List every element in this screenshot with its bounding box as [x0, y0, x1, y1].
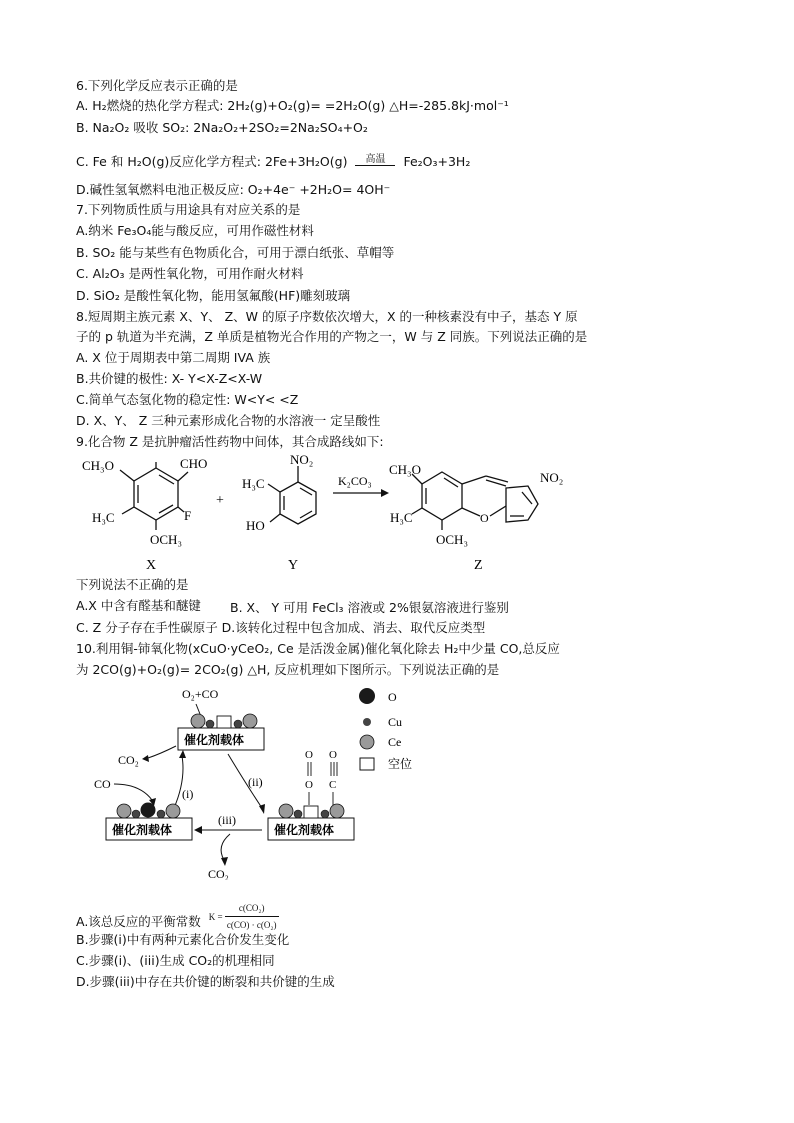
- legend-cu-label: Cu: [388, 715, 403, 729]
- o2co-label: O₂+CO: [182, 687, 219, 701]
- reaction-arrowhead: [381, 489, 389, 497]
- co-label: CO: [94, 777, 111, 791]
- legend-o-label: O: [388, 690, 397, 704]
- x-cho-label: CHO: [180, 456, 208, 471]
- adsorbed-o-top: O: [305, 749, 313, 761]
- adsorbed-co-c: C: [329, 779, 337, 791]
- q9-stem: 9.化合物 Z 是抗肿瘤活性药物中间体，其合成路线如下:: [76, 434, 384, 449]
- q6-option-b: B. Na₂O₂ 吸收 SO₂: 2Na₂O₂+2SO₂=2Na₂SO₄+O₂: [76, 120, 368, 135]
- q8-stem-line1: 8.短周期主族元素 X、Y、 Z、W 的原子序数依次增大，X 的一种核素没有中子，基态 Y 原: [76, 309, 578, 324]
- cu-atom: [132, 810, 140, 818]
- formula-k: K =: [208, 911, 223, 922]
- mechanism-diagram: [90, 684, 430, 880]
- x-f-label: F: [184, 508, 192, 523]
- formula-numerator: c(CO₂): [225, 900, 279, 917]
- reagent-label: K₂CO₃: [338, 474, 372, 488]
- z-no2-label: NO₂: [540, 470, 564, 485]
- q7-stem: 7.下列物质性质与用途具有对应关系的是: [76, 202, 301, 217]
- y-ho-label: HO: [246, 518, 265, 533]
- ce-atom: [166, 804, 180, 818]
- co2-release-arrowhead: [142, 755, 149, 762]
- vacancy-site: [304, 806, 318, 818]
- q9-lead: 下列说法不正确的是: [76, 577, 189, 592]
- z-och3-label: OCH₃: [436, 532, 468, 547]
- reaction-condition-text: 高温: [365, 154, 386, 165]
- cu-atom: [206, 720, 214, 728]
- step-iii-label: (iii): [218, 813, 236, 827]
- x-h3c-label: H₃C: [92, 510, 115, 525]
- q10-stem-line1: 10.利用铜-铈氧化物(xCuO·yCeO₂, Ce 是活泼金属)催化氧化除去 H₂中少量 CO,总反应: [76, 641, 560, 656]
- legend-cu-symbol: [363, 718, 371, 726]
- q10-stem-line2: 为 2CO(g)+O₂(g)= 2CO₂(g) △H, 反应机理如下图所示。下列说法正确的是: [76, 662, 500, 677]
- ce-atom: [191, 714, 205, 728]
- molecule-z: [412, 472, 538, 530]
- o-atom: [141, 803, 156, 818]
- synthesis-scheme: [76, 452, 576, 574]
- cu-atom: [157, 810, 165, 818]
- q10-option-a-prefix: A.该总反应的平衡常数: [76, 914, 201, 929]
- z-molecule-label: Z: [474, 558, 483, 573]
- co2-release-arrow: [148, 746, 176, 758]
- ce-atom: [330, 804, 344, 818]
- x-ch3o-label: CH₃O: [82, 458, 114, 473]
- q8-option-c: C.简单气态氢化物的稳定性: W<Y< <Z: [76, 392, 299, 407]
- cu-atom: [321, 810, 329, 818]
- q10-option-d: D.步骤(iii)中存在共价键的断裂和共价键的生成: [76, 974, 335, 989]
- q7-option-d: D. SiO₂ 是酸性氧化物，能用氢氟酸(HF)雕刻玻璃: [76, 288, 351, 303]
- ce-atom: [243, 714, 257, 728]
- equilibrium-constant-formula: [209, 900, 279, 933]
- plus-sign: +: [216, 493, 224, 508]
- legend-vacancy-symbol: [360, 758, 374, 770]
- q7-option-c: C. Al₂O₃ 是两性氧化物，可用作耐火材料: [76, 266, 304, 281]
- step-ii-label: (ii): [248, 775, 263, 789]
- ce-atom: [279, 804, 293, 818]
- cu-atom: [234, 720, 242, 728]
- co2-label-bottom: CO₂: [208, 867, 229, 880]
- step-i-arrowhead: [179, 750, 186, 758]
- catalyst-support-top-label: 催化剂载体: [184, 733, 245, 747]
- vacancy-site: [217, 716, 231, 728]
- q8-stem-line2: 子的 p 轨道为半充满，Z 单质是植物光合作用的产物之一，W 与 Z 同族。下列说法正确的是: [76, 329, 588, 344]
- molecule-x: [120, 462, 188, 530]
- step-i-label: (i): [182, 787, 194, 801]
- q7-option-b: B. SO₂ 能与某些有色物质化合，可用于漂白纸张、草帽等: [76, 245, 395, 260]
- co2-bottom-arrow: [221, 834, 230, 860]
- catalyst-support-left-label: 催化剂载体: [112, 823, 173, 837]
- y-molecule-label: Y: [288, 558, 299, 573]
- reaction-condition: [355, 154, 395, 166]
- co-input-arrow: [114, 784, 152, 800]
- o2co-stub: [196, 704, 200, 714]
- catalyst-support-right-label: 催化剂载体: [274, 823, 335, 837]
- co2-label-left: CO₂: [118, 753, 139, 767]
- q6-stem: 6.下列化学反应表示正确的是: [76, 78, 238, 93]
- formula-fraction: [225, 900, 279, 933]
- y-h3c-label: H₃C: [242, 476, 265, 491]
- legend-ce-label: Ce: [388, 735, 402, 749]
- q6-option-d: D.碱性氢氧燃料电池正极反应: O₂+4e⁻ +2H₂O= 4OH⁻: [76, 182, 391, 197]
- q6-option-c: [76, 154, 470, 170]
- q6-option-a: A. H₂燃烧的热化学方程式: 2H₂(g)+O₂(g)= =2H₂O(g) △H=-285.8kJ·mol⁻¹: [76, 98, 509, 113]
- q7-option-a: A.纳米 Fe₃O₄能与酸反应，可用作磁性材料: [76, 223, 314, 238]
- molecule-y: [268, 466, 316, 524]
- formula-denominator: c(CO) · c(O₂): [226, 920, 277, 930]
- q9-option-b: B. X、 Y 可用 FeCl₃ 溶液或 2%银氨溶液进行鉴别: [230, 600, 509, 615]
- z-ring-o-label: O: [480, 511, 489, 525]
- cu-atom: [294, 810, 302, 818]
- q10-option-c: C.步骤(i)、(iii)生成 CO₂的机理相同: [76, 953, 275, 968]
- q8-option-a: A. X 位于周期表中第二周期 IVA 族: [76, 350, 271, 365]
- x-och3-label: OCH₃: [150, 532, 182, 547]
- co2-bottom-arrowhead: [221, 857, 228, 866]
- q9-option-a: A.X 中含有醛基和醚键: [76, 598, 201, 613]
- ce-atom: [117, 804, 131, 818]
- legend-vacancy-label: 空位: [388, 757, 413, 771]
- q6-option-c-suffix: Fe₂O₃+3H₂: [403, 154, 471, 169]
- q8-option-b: B.共价键的极性: X- Y<X-Z<X-W: [76, 371, 263, 386]
- legend-ce-symbol: [360, 735, 374, 749]
- z-h3c-label: H₃C: [390, 510, 413, 525]
- q6-option-c-prefix: C. Fe 和 H₂O(g)反应化学方程式: 2Fe+3H₂O(g): [76, 154, 348, 169]
- q10-option-b: B.步骤(i)中有两种元素化合价发生变化: [76, 932, 290, 947]
- q9-option-c: C. Z 分子存在手性碳原子 D.该转化过程中包含加成、消去、取代反应类型: [76, 620, 486, 635]
- q8-option-d: D. X、Y、 Z 三种元素形成化合物的水溶液一 定呈酸性: [76, 413, 381, 428]
- z-ch3o-label: CH₃O: [389, 462, 421, 477]
- legend-o-symbol: [359, 688, 375, 704]
- y-no2-label: NO₂: [290, 452, 314, 467]
- step-iii-arrowhead: [194, 826, 202, 834]
- x-molecule-label: X: [146, 558, 157, 573]
- adsorbed-co-o: O: [329, 749, 337, 761]
- adsorbed-o-bottom: O: [305, 779, 313, 791]
